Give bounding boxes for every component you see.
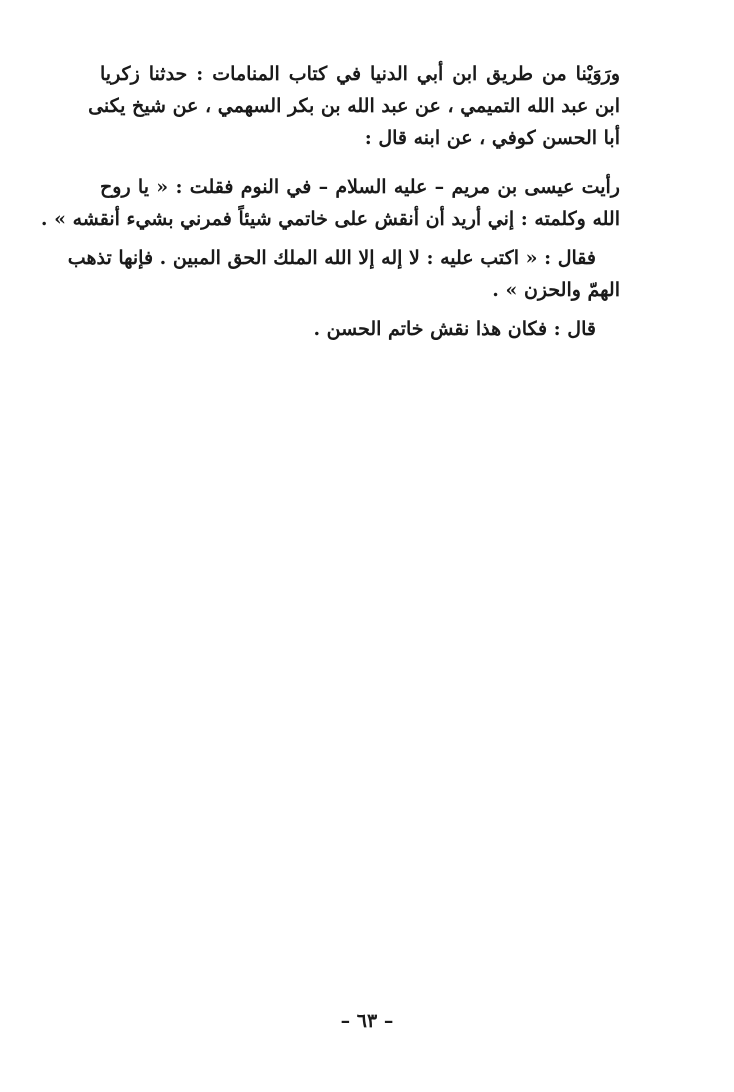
text-line: ابن عبد الله التميمي ، عن عبد الله بن بكر السهمي ، عن شيخ يكنى — [88, 95, 620, 117]
text-line: أبا الحسن كوفي ، عن ابنه قال : — [364, 127, 620, 149]
text-line: رأيت عيسى بن مريم – عليه السلام – في النوم فقلت : « يا روح — [100, 176, 620, 198]
page-number: – ٦٣ – — [340, 1010, 394, 1032]
text-line: فقال : « اكتب عليه : لا إله إلا الله الملك الحق المبين . فإنها تذهب — [67, 247, 596, 269]
text-line: قال : فكان هذا نقش خاتم الحسن . — [313, 318, 596, 340]
paragraph-2 — [40, 171, 620, 235]
text-line: الهمّ والحزن » . — [492, 279, 620, 301]
paragraph-1 — [88, 58, 620, 154]
paragraph-3 — [67, 242, 620, 306]
paragraph-4 — [100, 313, 620, 345]
text-line: ورَوَيْنا من طريق ابن أبي الدنيا في كتاب المنامات : حدثنا زكريا — [100, 63, 620, 85]
text-line: الله وكلمته : إني أريد أن أنقش على خاتمي شيئاً فمرني بشيء أنقشه » . — [40, 208, 620, 230]
